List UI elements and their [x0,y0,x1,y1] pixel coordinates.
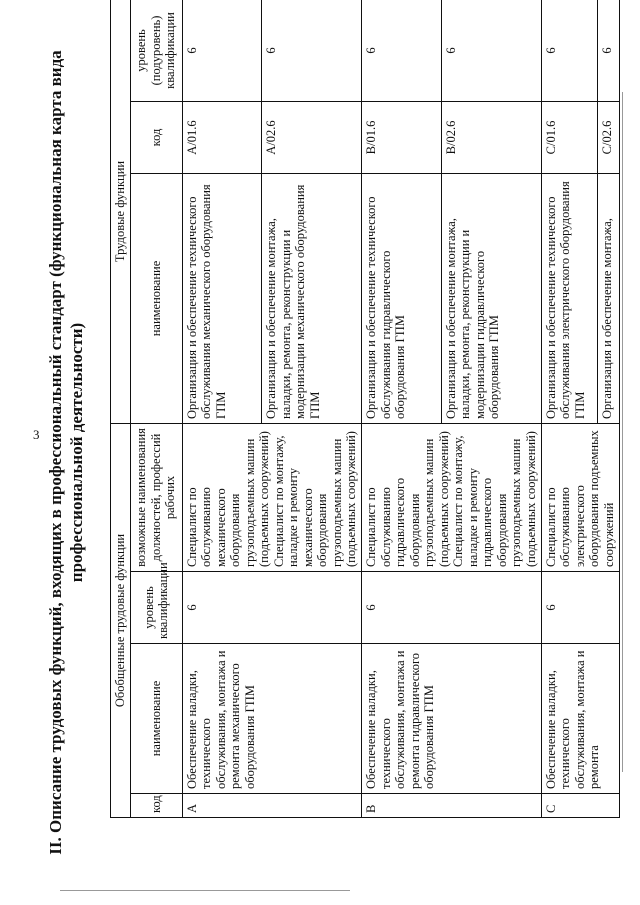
group-level: 6 [541,572,619,644]
group-name: Обеспечение наладки, технического обслуживания, монтажа и ремонта механического оборудования ГПМ [182,644,362,794]
function-name: Организация и обеспечение монтажа, наладки, ремонта, реконструкции и модернизации гидравлического оборудования ГПМ [441,174,541,424]
group-code: A [182,794,362,818]
tf-name-header: наименование [130,174,182,424]
tf-level-header: уровень (подуровень) квалификации [130,0,182,102]
table-row [541,0,597,818]
group-level: 6 [362,572,542,644]
functional-map-table [110,0,620,818]
code-header: код [130,794,182,818]
group-code: B [362,794,542,818]
group-positions: Специалист по обслуживанию механического оборудования грузоподъемных машин (подъемных сооружений) Специалист по монтажу, наладке и ремонту механического оборудования грузоподъемных машин (подъемных сооружений) [182,424,362,572]
title-line-2: профессиональной деятельности) [67,322,86,583]
function-code: A/02.6 [262,102,362,174]
header-row-1 [111,0,131,818]
function-code: C/02.6 [597,102,619,174]
function-name: Организация и обеспечение монтажа, [597,174,619,424]
group-positions: Специалист по обслуживанию гидравлического оборудования грузоподъемных машин (подъемных сооружений) Специалист по монтажу, наладке и ремонту гидравлического оборудования грузоподъемных машин (подъемных сооружений) [362,424,542,572]
section-title [45,0,87,905]
function-code: B/01.6 [362,102,442,174]
function-level: 6 [262,0,362,102]
table-row [362,0,442,818]
function-code: A/01.6 [182,102,262,174]
function-code: B/02.6 [441,102,541,174]
name-header: наименование [130,644,182,794]
group-positions: Специалист по обслуживанию электрического оборудования подъемных сооружений [541,424,619,572]
function-level: 6 [362,0,442,102]
title-line-1: II. Описание трудовых функций, входящих в профессиональный стандарт (функциональная карта вида [46,50,65,855]
level-header: уровень квалификации [130,572,182,644]
header-row-2 [130,0,182,818]
function-name: Организация и обеспечение монтажа, наладки, ремонта, реконструкции и модернизации механического оборудования ГПМ [262,174,362,424]
generalized-functions-header: Обобщенные трудовые функции [111,424,131,818]
table-row [182,0,262,818]
group-level: 6 [182,572,362,644]
group-code: C [541,794,619,818]
group-name: Обеспечение наладки, технического обслуживания, монтажа и ремонта [541,644,619,794]
labor-functions-header: Трудовые функции [111,0,131,424]
function-code: C/01.6 [541,102,597,174]
function-level: 6 [182,0,262,102]
function-level: 6 [541,0,597,102]
page-number: 3 [33,427,40,442]
positions-header: возможные наименования должностей, профессий рабочих [130,424,182,572]
function-name: Организация и обеспечение технического обслуживания гидравлического оборудования ГПМ [362,174,442,424]
tf-code-header: код [130,102,182,174]
function-level: 6 [441,0,541,102]
group-name: Обеспечение наладки, технического обслуживания, монтажа и ремонта гидравлического оборудования ГПМ [362,644,542,794]
function-name: Организация и обеспечение технического обслуживания электрического оборудования ГПМ [541,174,597,424]
function-level: 6 [597,0,619,102]
function-name: Организация и обеспечение технического обслуживания механического оборудования ГПМ [182,174,262,424]
